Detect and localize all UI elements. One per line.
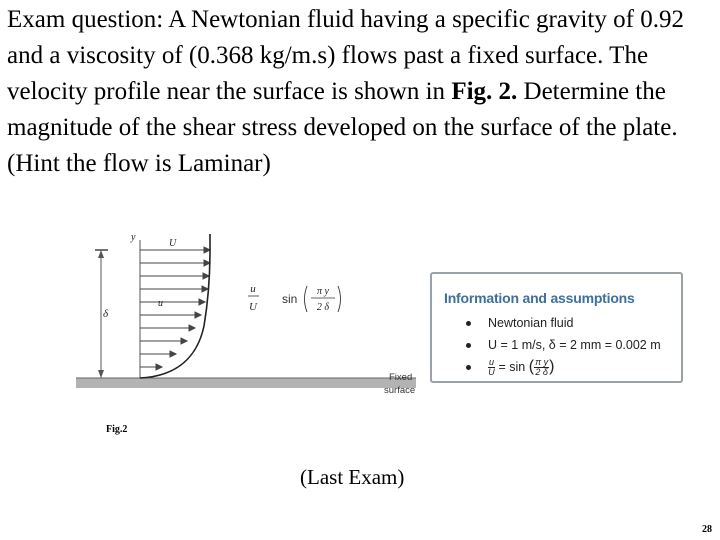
info-list <box>464 312 661 378</box>
figure-caption: Fig.2 <box>106 424 128 435</box>
fixed-surface-label-2: surface <box>384 385 416 396</box>
info-frac-uU: $\frac{u}{U}$ <box>488 357 495 378</box>
info-frac-piy: $\frac{\text{π y}}{2 \delta}$ <box>535 357 549 378</box>
info-item <box>464 312 661 334</box>
info-box-title: Information and assumptions <box>444 290 635 306</box>
bullet-icon <box>466 343 471 348</box>
info-item-text: = sin <box>498 360 526 374</box>
exam-question <box>7 2 715 182</box>
eq-2-delta: 2 δ <box>316 302 330 313</box>
velocity-arrows <box>140 247 210 370</box>
info-assumptions-box <box>430 272 683 383</box>
eq-pi-y: π y <box>317 286 329 297</box>
info-item: $\frac{u}{U}$ = sin ( $\frac{\text{π y}}{2 \delta}$ ) <box>464 356 661 378</box>
bullet-icon <box>466 321 471 326</box>
fixed-surface-label-1: Fixed <box>389 372 413 383</box>
bullet-icon <box>466 365 471 370</box>
page-number: 28 <box>702 524 712 535</box>
question-text-2: Determine the magnitude of the shear stress developed on the surface of the plate. (Hint the flow is Laminar) <box>7 78 678 177</box>
figure-reference: Fig. 2. <box>451 78 518 105</box>
eq-sin: sin <box>282 292 298 306</box>
eq-denominator-U: U <box>249 301 257 313</box>
velocity-profile-diagram <box>70 222 430 402</box>
velocity-profile-figure <box>70 222 430 402</box>
y-axis-label: y <box>131 232 136 243</box>
question-text-1: Exam question: A Newtonian fluid having a specific gravity of 0.92 and a viscosity of (0.368 kg/m.s) flows past a fixed surface. The velocity profile near the surface is shown in <box>7 6 684 105</box>
info-item-text: Newtonian fluid <box>488 316 574 330</box>
info-item <box>464 334 661 356</box>
info-item-text: U = 1 m/s, δ = 2 mm = 0.002 m <box>488 338 661 352</box>
delta-label: δ <box>103 308 109 320</box>
fixed-surface-plate <box>76 378 416 388</box>
velocity-profile-curve <box>140 234 210 378</box>
U-label: U <box>169 238 177 249</box>
profile-equation <box>248 283 341 313</box>
eq-numerator-u: u <box>250 283 256 295</box>
u-label: u <box>158 298 163 309</box>
last-exam-note: (Last Exam) <box>300 465 405 489</box>
